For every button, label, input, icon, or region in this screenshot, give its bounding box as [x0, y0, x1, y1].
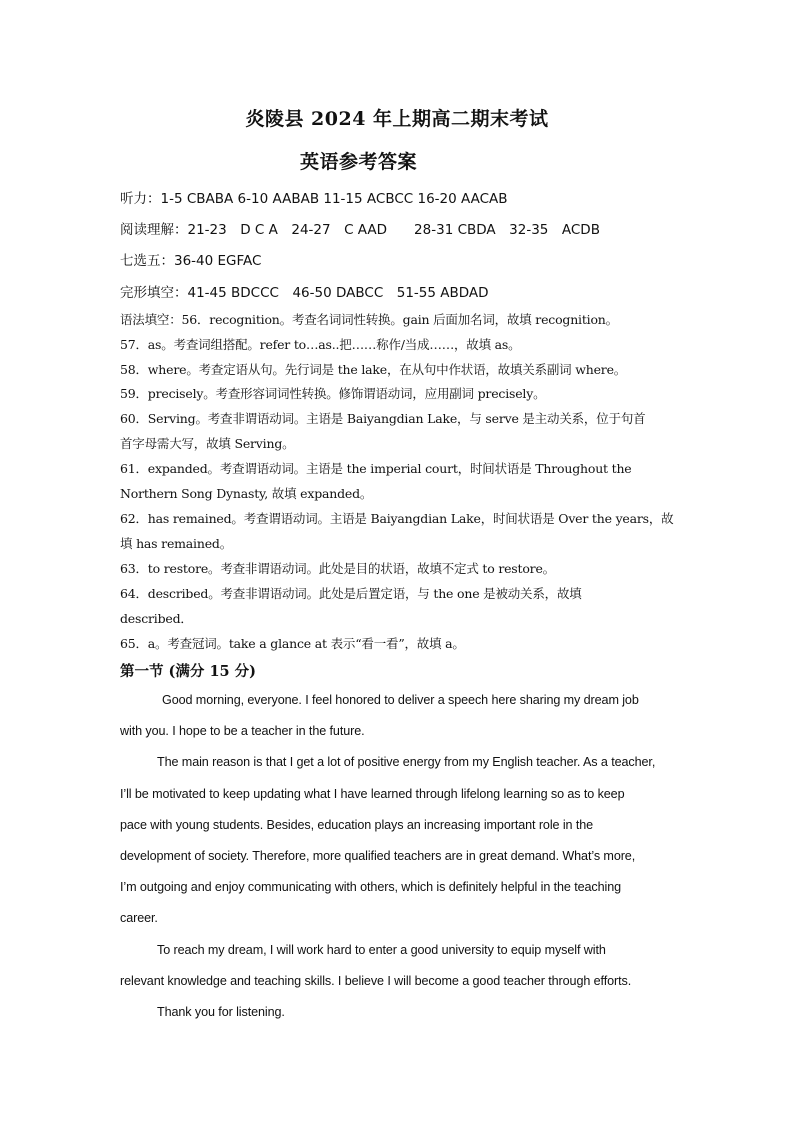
essay-line: career. [120, 911, 158, 925]
writing-section-heading: 第一节 (满分 15 分) [120, 663, 257, 680]
essay-line: pace with young students. Besides, education plays an increasing important role in the [120, 818, 594, 832]
grammar-line: 语法填空：56．recognition。考查名词词性转换。gain 后面加名词，故填 recognition。 [120, 312, 618, 327]
cloze-answers: 完形填空：41-45 BDCCC 46-50 DABCC 51-55 ABDAD [120, 285, 489, 301]
grammar-line: 首字母需大写，故填 Serving。 [120, 436, 295, 451]
grammar-line: 60．Serving。考查非谓语动词。主语是 Baiyangdian Lake，与 serve 是主动关系，位于句首 [120, 411, 646, 426]
grammar-line: 64．described。考查非谓语动词。此处是后置定语，与 the one 是被动关系，故填 [120, 586, 582, 601]
essay-line: I’m outgoing and enjoy communicating with others, which is definitely helpful in the teaching [120, 880, 622, 894]
essay-line: Good morning, everyone. I feel honored to deliver a speech here sharing my dream job [162, 693, 639, 707]
page-title: 炎陵县 2024 年上期高二期末考试 [245, 108, 549, 130]
listening-answers: 听力：1-5 CBABA 6-10 AABAB 11-15 ACBCC 16-20 AACAB [120, 191, 508, 207]
grammar-line: 填 has remained。 [120, 536, 232, 551]
grammar-line: described． [120, 611, 193, 626]
grammar-line: Northern Song Dynasty, 故填 expanded。 [120, 486, 373, 501]
grammar-line: 62．has remained。考查谓语动词。主语是 Baiyangdian Lake，时间状语是 Over the years，故 [120, 511, 674, 526]
essay-line: with you. I hope to be a teacher in the future. [120, 724, 365, 738]
grammar-line: 63．to restore。考查非谓语动词。此处是目的状语，故填不定式 to restore。 [120, 561, 555, 576]
page-subtitle: 英语参考答案 [300, 151, 418, 173]
essay-line: To reach my dream, I will work hard to enter a good university to equip myself with [157, 943, 606, 957]
grammar-line: 58．where。考查定语从句。先行词是 the lake，在从句中作状语，故填关系副词 where。 [120, 362, 627, 377]
essay-line: development of society. Therefore, more qualified teachers are in great demand. What’s more, [120, 849, 636, 863]
essay-line: Thank you for listening. [157, 1005, 285, 1019]
essay-line: The main reason is that I get a lot of positive energy from my English teacher. As a teacher, [157, 755, 656, 769]
grammar-line: 57．as。考查词组搭配。refer to…as..把……称作/当成……，故填 as。 [120, 337, 521, 352]
reading-answers: 阅读理解：21-23 D C A 24-27 C AAD 28-31 CBDA 32-35 ACDB [120, 222, 600, 238]
grammar-line: 59．precisely。考查形容词词性转换。修饰谓语动词，应用副词 precisely。 [120, 386, 546, 401]
essay-line: I’ll be motivated to keep updating what I have learned through lifelong learning so as to keep [120, 787, 625, 801]
seven-choose-five-answers: 七选五：36-40 EGFAC [120, 253, 262, 269]
grammar-line: 65．a。考查冠词。take a glance at 表示“看一看”，故填 a。 [120, 636, 465, 651]
grammar-line: 61．expanded。考查谓语动词。主语是 the imperial court，时间状语是 Throughout the [120, 461, 632, 476]
essay-line: relevant knowledge and teaching skills. I believe I will become a good teacher through efforts. [120, 974, 632, 988]
